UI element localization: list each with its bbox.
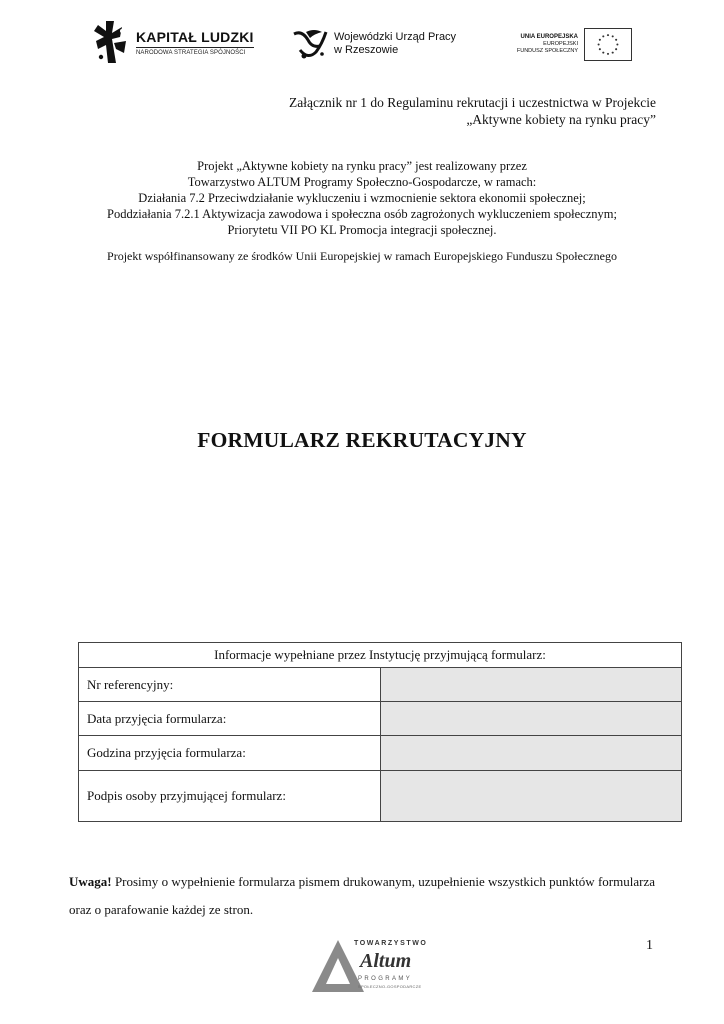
eu-logo — [510, 26, 640, 62]
annex-note — [196, 94, 656, 128]
acceptance-date-label: Data przyjęcia formularza: — [79, 702, 381, 736]
receiver-signature-field[interactable] — [380, 771, 682, 822]
warning-label: Uwaga! — [69, 874, 112, 889]
project-line: Priorytetu VII PO KL Promocja integracji społecznej. — [227, 223, 497, 237]
altum-programs-text: PROGRAMY — [358, 976, 413, 982]
eu-line-3: FUNDUSZ SPOŁECZNY — [516, 47, 578, 54]
project-description — [40, 158, 684, 238]
warning-note — [69, 868, 655, 924]
wup-rzeszow-logo — [292, 24, 467, 64]
eu-star-icon — [607, 52, 609, 54]
table-row — [79, 771, 682, 822]
eu-star-icon — [612, 51, 614, 53]
eu-star-icon — [616, 43, 618, 45]
altum-top-text: TOWARZYSTWO — [354, 940, 428, 947]
annex-line-2: „Aktywne kobiety na rynku pracy” — [466, 112, 656, 127]
eu-line-1: UNIA EUROPEJSKA — [520, 33, 578, 40]
acceptance-date-field[interactable] — [380, 702, 682, 736]
table-row — [79, 736, 682, 771]
eu-star-icon — [602, 35, 604, 37]
wup-swirl-icon — [292, 26, 328, 62]
eu-flag-icon — [584, 28, 632, 61]
table-header: Informacje wypełniane przez Instytucję przyjmującą formularz: — [79, 643, 682, 668]
table-row — [79, 668, 682, 702]
eu-line-2: EUROPEJSKI — [543, 40, 578, 47]
reference-number-field[interactable] — [380, 668, 682, 702]
eu-star-icon — [598, 43, 600, 45]
acceptance-time-field[interactable] — [380, 736, 682, 771]
table-header-row — [79, 643, 682, 668]
eu-star-icon — [615, 48, 617, 50]
reference-number-label: Nr referencyjny: — [79, 668, 381, 702]
warning-text: Prosimy o wypełnienie formularza pismem drukowanym, uzupełnienie wszystkich punktów formularza oraz o parafowanie każdej ze stron. — [69, 874, 655, 917]
eu-star-icon — [607, 34, 609, 36]
institution-info-table — [78, 642, 682, 822]
page-number: 1 — [646, 938, 653, 953]
eu-star-icon — [615, 38, 617, 40]
annex-line-1: Załącznik nr 1 do Regulaminu rekrutacji i uczestnictwa w Projekcie — [289, 95, 656, 110]
eu-star-icon — [602, 51, 604, 53]
project-line: Projekt „Aktywne kobiety na rynku pracy” jest realizowany przez — [197, 159, 527, 173]
cofinancing-note: Projekt współfinansowany ze środków Unii Europejskiej w ramach Europejskiego Funduszu Społecznego — [107, 249, 617, 263]
altum-sub-text: SPOŁECZNO-GOSPODARCZE — [358, 984, 422, 989]
project-line: Poddziałania 7.2.1 Aktywizacja zawodowa i społeczna osób zagrożonych wykluczeniem społecznym; — [107, 207, 617, 221]
kapital-ludzki-emblem-icon — [92, 19, 132, 65]
project-line: Towarzystwo ALTUM Programy Społeczno-Gospodarcze, w ramach: — [187, 175, 537, 189]
acceptance-time-label: Godzina przyjęcia formularza: — [79, 736, 381, 771]
wup-line-1: Wojewódzki Urząd Pracy — [334, 31, 457, 43]
eu-star-icon — [599, 38, 601, 40]
document-title: FORMULARZ REKRUTACYJNY — [197, 428, 527, 452]
eu-star-icon — [612, 35, 614, 37]
receiver-signature-label: Podpis osoby przyjmującej formularz: — [79, 771, 381, 822]
altum-logo — [308, 936, 434, 994]
kapital-ludzki-subtitle: NARODOWA STRATEGIA SPÓJNOŚCI — [136, 47, 254, 56]
kapital-ludzki-logo — [92, 18, 262, 66]
table-row — [79, 702, 682, 736]
project-line: Działania 7.2 Przeciwdziałanie wykluczeniu i wzmocnienie sektora ekonomii społecznej; — [138, 191, 586, 205]
wup-line-2: w Rzeszowie — [334, 44, 399, 56]
eu-star-icon — [599, 48, 601, 50]
altum-name: Altum — [360, 950, 412, 972]
kapital-ludzki-title: KAPITAŁ LUDZKI — [136, 28, 254, 45]
